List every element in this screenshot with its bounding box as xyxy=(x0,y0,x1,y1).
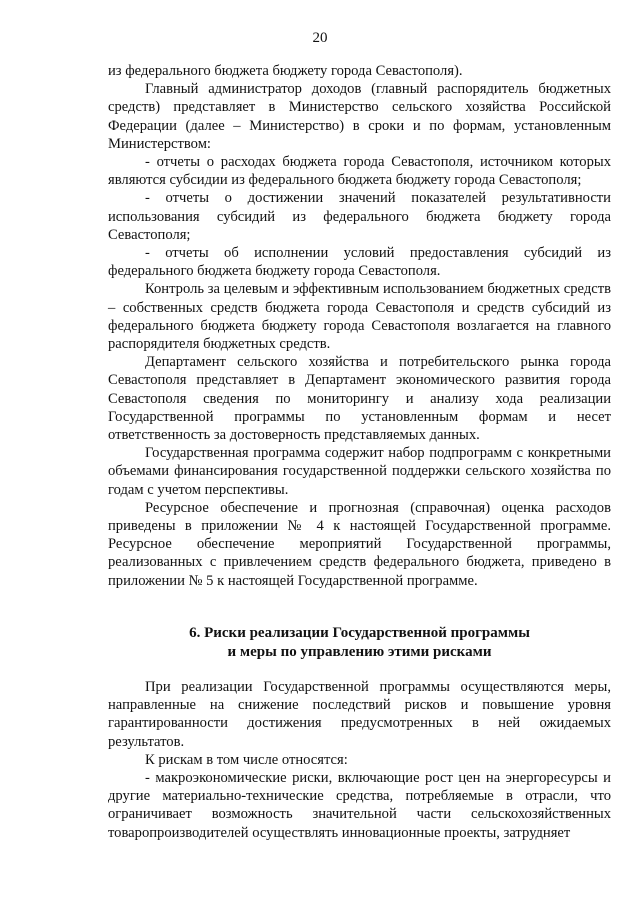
list-item: - отчеты о расходах бюджета города Севастополя, источником которых являются субсидии из федерального бюджета бюджету города Севастополя; xyxy=(108,154,611,189)
paragraph: из федерального бюджета бюджету города Севастополя). xyxy=(108,63,463,79)
paragraph: Ресурсное обеспечение и прогнозная (справочная) оценка расходов приведены в приложении № 4 к настоящей Государственной программе. Ресурсное обеспечение мероприятий Государственной программы, реализованных с привлечением средств федерального бюджета, приведено в приложении № 5 к настоящей Государственной программе. xyxy=(108,499,611,589)
list-item: - макроэкономические риски, включающие рост цен на энергоресурсы и другие материально-технические средства, потребляемые в отрасли, что ограничивает возможность значительной части сельскохозяйственных товаропроизводителей осуществлять инновационные проекты, затрудняет xyxy=(108,770,611,841)
section-heading-line-1: 6. Риски реализации Государственной программы xyxy=(189,625,530,641)
paragraph: Департамент сельского хозяйства и потребительского рынка города Севастополя представляет в Департамент экономического развития города Севастополя сведения по мониторингу и анализу хода реализации Государственной программы по установленным формам и несет ответственность за достоверность представляемых данных. xyxy=(108,354,611,444)
paragraph: При реализации Государственной программы осуществляются меры, направленные на снижение последствий рисков и повышение уровня гарантированности достижения предусмотренных в ней ожидаемых результатов. xyxy=(108,679,611,750)
list-item: - отчеты об исполнении условий предоставления субсидий из федерального бюджета бюджету города Севастополя. xyxy=(108,245,611,280)
paragraph: Главный администратор доходов (главный распорядитель бюджетных средств) представляет в Министерство сельского хозяйства Российской Федерации (далее – Министерство) в сроки и по формам, установленным Министерством: xyxy=(108,81,611,152)
paragraph: Контроль за целевым и эффективным использованием бюджетных средств – собственных средств бюджета города Севастополя и средств субсидий из федерального бюджета бюджету города Севастополя возлагается на главного распорядителя бюджетных средств. xyxy=(108,281,611,353)
list-item: - отчеты о достижении значений показателей результативности использования субсидий из федерального бюджета бюджету города Севастополя; xyxy=(108,190,611,243)
section-text-lower xyxy=(108,678,611,842)
section-text-upper xyxy=(108,62,611,590)
section-heading-line-2: и меры по управлению этими рисками xyxy=(227,644,492,660)
page-number: 20 xyxy=(312,30,328,46)
paragraph: К рискам в том числе относятся: xyxy=(145,751,348,768)
paragraph: Государственная программа содержит набор подпрограмм с конкретными объемами финансирования государственной поддержки сельского хозяйства по годам с учетом перспективы. xyxy=(108,445,611,498)
section-heading xyxy=(108,624,611,662)
